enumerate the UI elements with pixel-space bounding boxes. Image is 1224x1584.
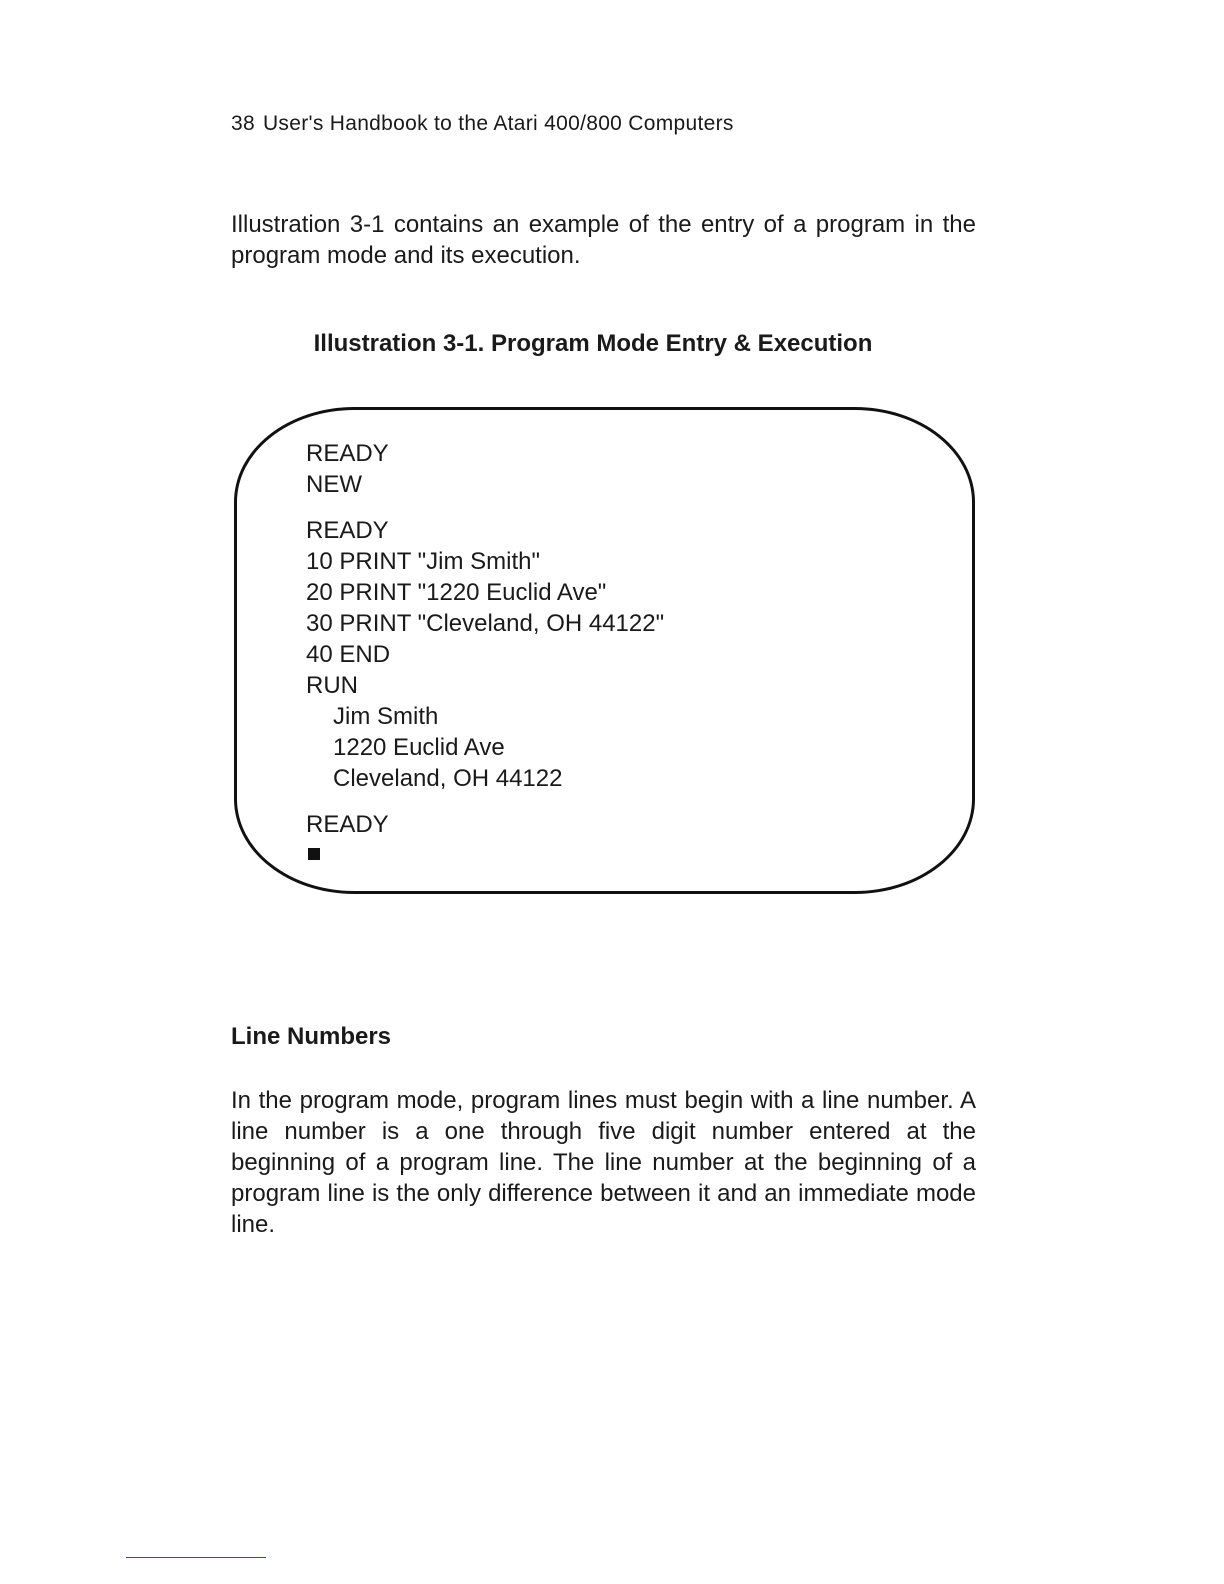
screen-line: 20 PRINT "1220 Euclid Ave" [306, 579, 607, 606]
screen-line: RUN [306, 672, 358, 699]
screen-line: READY [306, 517, 389, 544]
screen-output-line: 1220 Euclid Ave [333, 734, 505, 761]
page-header [231, 112, 734, 136]
screen-line: NEW [306, 471, 362, 498]
section-paragraph: In the program mode, program lines must begin with a line number. A line number is a one through five digit number entered at the beginning of a program line. The line number at the beginning of a program line is the only difference between it and an immediate mode line. [231, 1087, 976, 1238]
screen-line: READY [306, 811, 389, 838]
screen-output-line: Cleveland, OH 44122 [333, 765, 563, 792]
screen-line: 10 PRINT "Jim Smith" [306, 548, 540, 575]
screen-output [306, 438, 664, 840]
screen-output-line: Jim Smith [333, 703, 439, 730]
figure-title: Illustration 3-1. Program Mode Entry & Execution [313, 330, 873, 357]
footer-rule [126, 1557, 266, 1558]
section-heading: Line Numbers [231, 1023, 392, 1050]
intro-paragraph: Illustration 3-1 contains an example of the entry of a program in the program mode and its execution. [231, 211, 976, 269]
screen-line: READY [306, 440, 389, 467]
screen-line: 40 END [306, 641, 391, 668]
running-title: User's Handbook to the Atari 400/800 Computers [262, 112, 734, 135]
screen-line: 30 PRINT "Cleveland, OH 44122" [306, 610, 665, 637]
page-number: 38 [231, 112, 255, 135]
cursor-block-icon [308, 848, 320, 860]
